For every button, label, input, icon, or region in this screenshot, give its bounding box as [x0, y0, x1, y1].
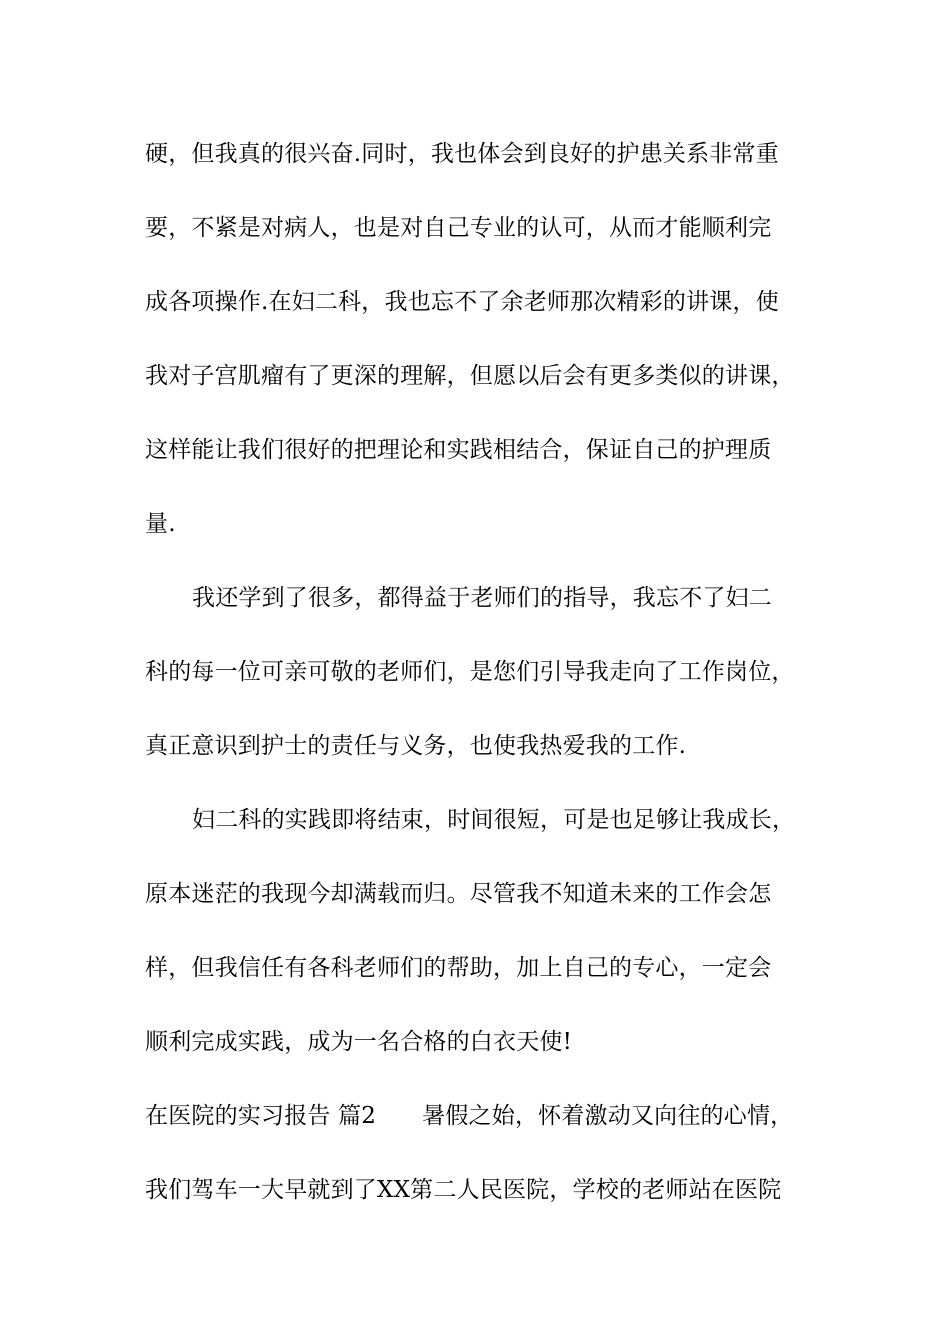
text-line: 量. — [145, 511, 176, 537]
text-line: 我对子宫肌瘤有了更深的理解，但愿以后会有更多类似的讲课， — [145, 363, 795, 389]
section-intro: 暑假之始，怀着激动又向往的心情， — [422, 1103, 794, 1129]
text-line: 原本迷茫的我现今却满载而归。尽管我不知道未来的工作会怎 — [145, 881, 772, 907]
paragraph-first-line: 我还学到了很多，都得益于老师们的指导，我忘不了妇二 — [192, 585, 772, 611]
paragraph-first-line: 妇二科的实践即将结束，时间很短，可是也足够让我成长， — [192, 807, 796, 833]
text-line: 样，但我信任有各科老师们的帮助，加上自己的专心，一定会 — [145, 955, 772, 981]
text-line: 硬，但我真的很兴奋.同时，我也体会到良好的护患关系非常重 — [145, 141, 779, 167]
text-line: 科的每一位可亲可敬的老师们，是您们引导我走向了工作岗位， — [145, 659, 795, 685]
text-line: 真正意识到护士的责任与义务，也使我热爱我的工作. — [145, 733, 687, 759]
section-heading-line — [145, 1096, 845, 1136]
text-line: 顺利完成实践，成为一名合格的白衣天使! — [145, 1029, 573, 1055]
text-line: 成各项操作.在妇二科，我也忘不了余老师那次精彩的讲课，使 — [145, 289, 779, 315]
text-line: 要，不紧是对病人，也是对自己专业的认可，从而才能顺利完 — [145, 215, 772, 241]
text-line: 我们驾车一大早就到了XX第二人民医院，学校的老师站在医院 — [145, 1177, 782, 1203]
text-line: 这样能让我们很好的把理论和实践相结合，保证自己的护理质 — [145, 437, 772, 463]
section-heading: 在医院的实习报告 篇2 — [145, 1103, 377, 1129]
